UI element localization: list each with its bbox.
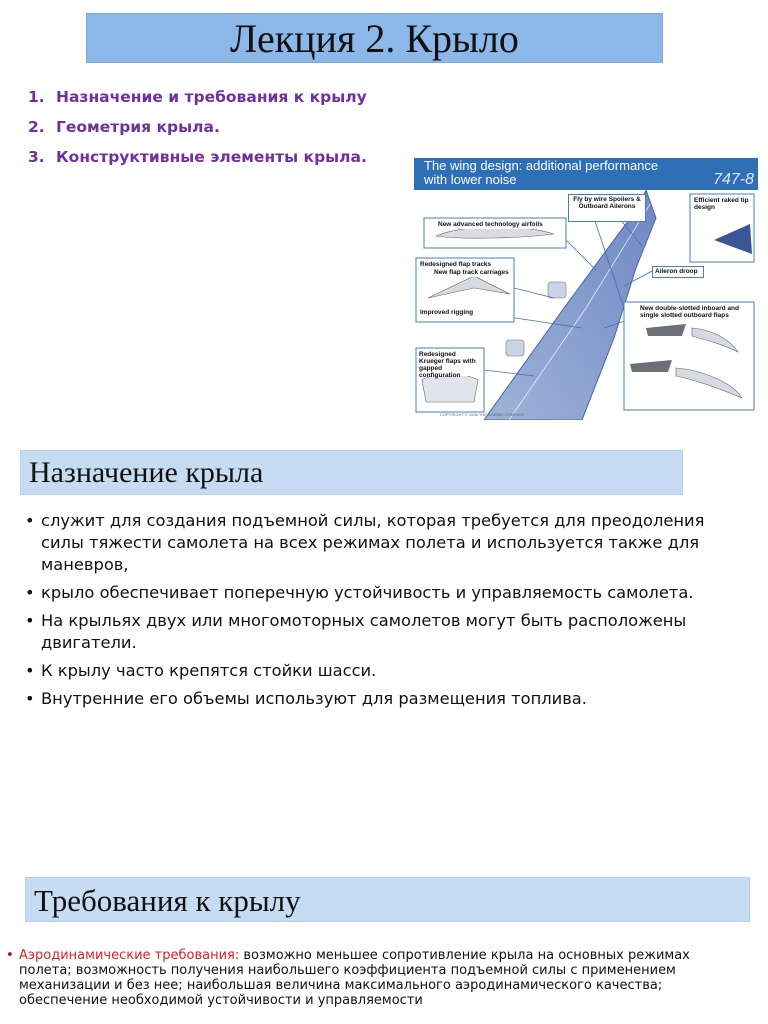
figure-copyright: COPYRIGHT © 2006 THE BOEING COMPANY	[440, 412, 525, 417]
toc-number: 2.	[28, 118, 45, 136]
bullet-marker: •	[6, 948, 14, 963]
toc-text: Геометрия крыла.	[56, 118, 220, 136]
figure-header	[414, 158, 758, 190]
callout-airfoils: New advanced technology airfoils	[436, 220, 556, 229]
requirement-key: Аэродинамические требования:	[19, 948, 240, 963]
callout-krueger: Redesigned Krueger flaps with gapped configuration	[417, 350, 483, 376]
list-item: • Внутренние его объемы используют для размещения топлива.	[25, 688, 725, 710]
callout-flap-carriages: New flap track carriages	[432, 268, 512, 277]
table-of-contents	[28, 84, 367, 174]
requirements-paragraph	[4, 948, 709, 1008]
toc-text: Назначение и требования к крылу	[56, 88, 367, 106]
toc-number: 3.	[28, 148, 45, 166]
section-heading-requirements	[25, 877, 750, 922]
callout-slotted-flaps: New double-slotted inboard and single slotted outboard flaps	[638, 304, 750, 322]
callout-fly-by-wire: Fly by wire Spoilers & Outboard Ailerons	[568, 194, 646, 222]
callout-aileron-droop: Aileron droop	[652, 266, 704, 278]
list-item: • служит для создания подъемной силы, которая требуется для преодоления силы тяжести самолета на всех режимах полета и используется также для маневров,	[25, 510, 725, 576]
toc-item	[28, 114, 367, 144]
requirement-text: возможно меньшее сопротивление крыла на основных режимах полета; возможность получения наибольшего коэффициента подъемной силы с применением механизации и без нее; наибольшая величина максимального аэродинамического качества; обеспечение необходимой устойчивости и управляемости	[19, 948, 690, 1008]
section-heading-purpose	[20, 450, 683, 495]
figure-model: 747-8	[713, 171, 754, 188]
callout-flap-tracks: Redesigned flap tracks	[418, 260, 512, 269]
title-bar	[86, 13, 663, 63]
page-title: Лекция 2. Крыло	[230, 16, 519, 61]
toc-item	[28, 84, 367, 114]
list-item: • К крылу часто крепятся стойки шасси.	[25, 660, 725, 682]
purpose-bullet-list	[25, 510, 725, 716]
list-item: • крыло обеспечивает поперечную устойчивость и управляемость самолета.	[25, 582, 725, 604]
list-item: • На крыльях двух или многомоторных самолетов могут быть расположены двигатели.	[25, 610, 725, 654]
toc-text: Конструктивные элементы крыла.	[56, 148, 367, 166]
wing-design-figure	[414, 158, 758, 420]
toc-item	[28, 144, 367, 174]
callout-rigging: Improved rigging	[418, 308, 488, 317]
toc-number: 1.	[28, 88, 45, 106]
section-title: Требования к крылу	[34, 883, 301, 918]
callout-raked-tip: Efficient raked tip design	[692, 196, 752, 216]
figure-title: The wing design: additional performance with lower noise	[424, 158, 659, 187]
section-title: Назначение крыла	[29, 456, 264, 489]
